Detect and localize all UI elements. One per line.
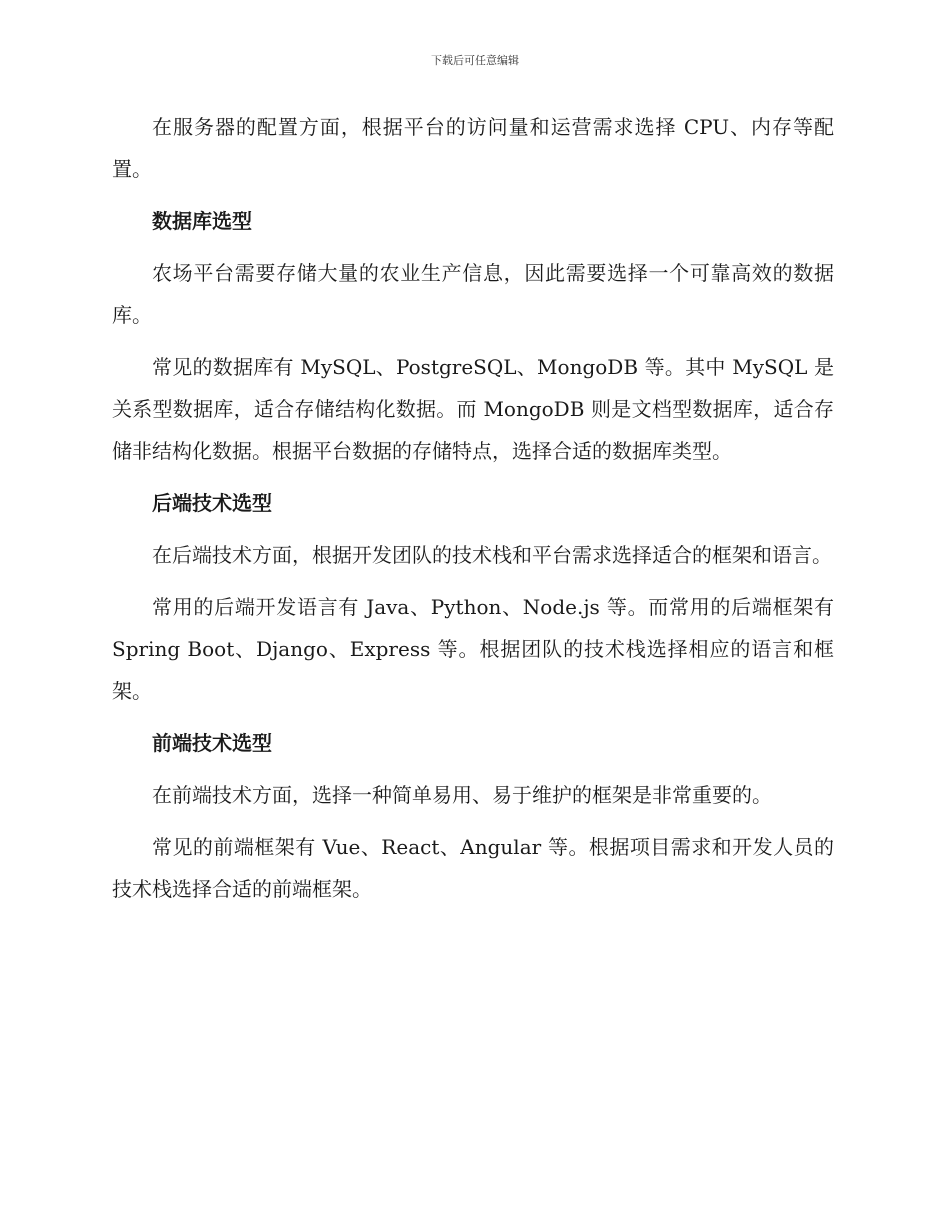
paragraph-backend-approach: 在后端技术方面，根据开发团队的技术栈和平台需求选择适合的框架和语言。: [152, 543, 832, 567]
document-body: [112, 106, 834, 920]
paragraph-frontend-options: 常见的前端框架有 Vue、React、Angular 等。根据项目需求和开发人员的技术栈选择合适的前端框架。: [112, 835, 834, 901]
paragraph-database-options: 常见的数据库有 MySQL、PostgreSQL、MongoDB 等。其中 MySQL 是关系型数据库，适合存储结构化数据。而 MongoDB 则是文档型数据库，适合存储非结构化数据。根据平台数据的存储特点，选择合适的数据库类型。: [112, 355, 834, 463]
page-header: 下载后可任意编辑: [431, 54, 519, 67]
paragraph-backend-options: 常用的后端开发语言有 Java、Python、Node.js 等。而常用的后端框架有 Spring Boot、Django、Express 等。根据团队的技术栈选择相应的语言和框架。: [112, 595, 834, 703]
paragraph-database-need: 农场平台需要存储大量的农业生产信息，因此需要选择一个可靠高效的数据库。: [112, 261, 834, 327]
heading-backend-selection: 后端技术选型: [152, 491, 272, 515]
heading-database-selection: 数据库选型: [152, 209, 252, 233]
paragraph-frontend-approach: 在前端技术方面，选择一种简单易用、易于维护的框架是非常重要的。: [152, 783, 772, 807]
paragraph-server-config: 在服务器的配置方面，根据平台的访问量和运营需求选择 CPU、内存等配置。: [112, 115, 834, 181]
heading-frontend-selection: 前端技术选型: [152, 731, 272, 755]
